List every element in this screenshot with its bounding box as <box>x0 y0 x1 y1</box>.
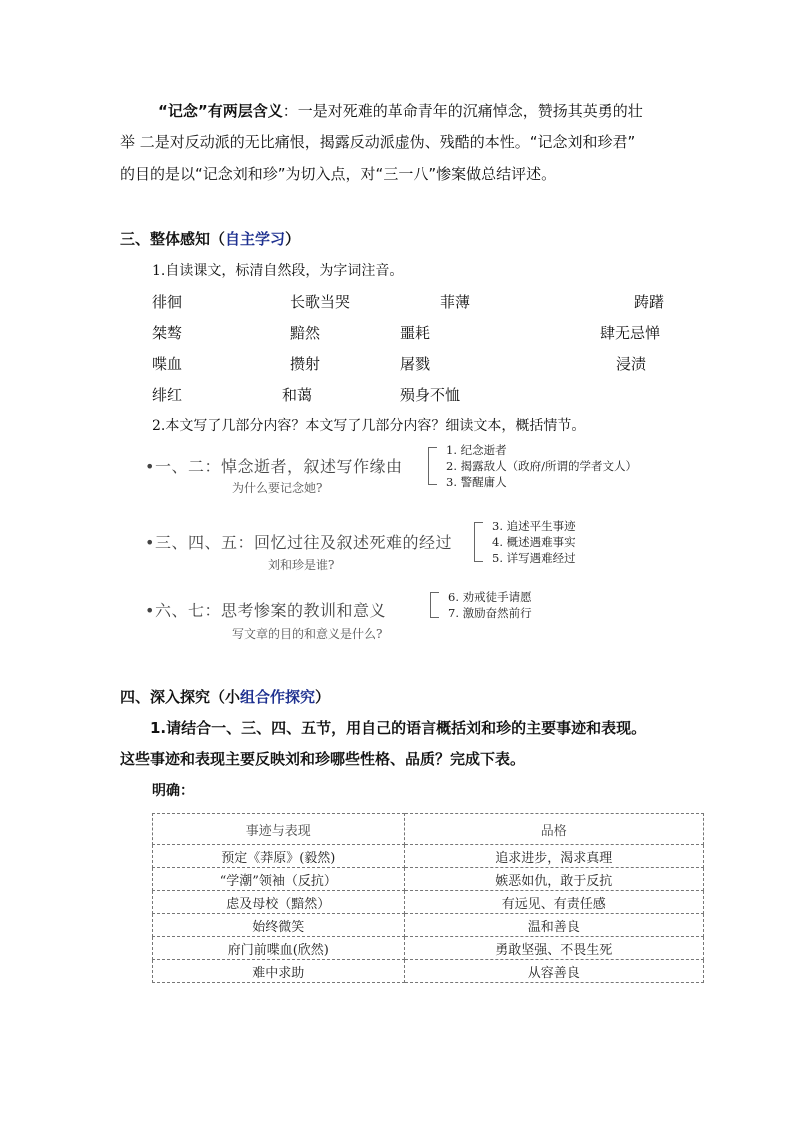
bullet-icon: • <box>145 533 155 552</box>
table-header: 品格 <box>404 814 703 845</box>
section-3-question-1: 1.自读课文，标清自然段，为字词注音。 <box>152 263 404 279</box>
vocab-word: 肆无忌惮 <box>600 324 661 342</box>
outline-group-1-question: 为什么要记念她? <box>232 481 323 495</box>
section-4-heading-prefix: 四、深入探究（小 <box>120 688 241 706</box>
vocab-word: 和蔼 <box>282 386 313 404</box>
bracket-icon <box>428 447 437 485</box>
section-3-question-2: 2.本文写了几部分内容？本文写了几部分内容？细读文本，概括情节。 <box>152 418 586 434</box>
answer-label: 明确： <box>152 783 194 799</box>
vocab-word: 屠戮 <box>400 355 431 373</box>
outline-group-3-title <box>145 598 386 621</box>
intro-line-1-bold: “记念”有两层含义 <box>158 102 283 120</box>
bracket-icon <box>430 592 439 618</box>
table-row <box>153 960 704 983</box>
vocab-word: 喋血 <box>152 355 183 373</box>
table-row <box>153 914 704 937</box>
outline-group-3-title-text: 六、七：思考惨案的教训和意义 <box>154 601 386 620</box>
table-row <box>153 937 704 960</box>
table-row <box>153 868 704 891</box>
vocab-word: 殒身不恤 <box>400 386 461 404</box>
table-cell: 始终微笑 <box>153 914 405 937</box>
vocab-word: 绯红 <box>152 386 183 404</box>
outline-item: 4. 概述遇难事实 <box>492 535 576 549</box>
vocab-word: 长歌当哭 <box>290 293 351 311</box>
outline-group-1-title <box>145 454 402 477</box>
vocab-word: 踌躇 <box>634 293 665 311</box>
intro-line-3: 的目的是以“记念刘和珍”为切入点，对“三一八”惨案做总结评述。 <box>120 165 557 183</box>
vocab-word: 徘徊 <box>152 293 183 311</box>
table-cell: 勇敢坚强、不畏生死 <box>404 937 703 960</box>
vocab-word: 攒射 <box>290 355 321 373</box>
table-cell: 嫉恶如仇，敢于反抗 <box>404 868 703 891</box>
outline-item: 3. 警醒庸人 <box>446 475 507 489</box>
intro-line-1-rest: ：一是对死难的革命青年的沉痛悼念，赞扬其英勇的壮 <box>282 102 643 120</box>
section-3-heading-prefix: 三、整体感知（ <box>120 230 226 248</box>
section-3-heading-suffix: ） <box>285 230 301 248</box>
section-4-heading-suffix: ） <box>315 688 331 706</box>
outline-item: 1. 纪念逝者 <box>446 443 507 457</box>
vocab-word: 浸渍 <box>616 355 647 373</box>
bracket-icon <box>474 522 483 562</box>
outline-group-2-title <box>145 530 452 553</box>
outline-group-2-title-text: 三、四、五：回忆过往及叙述死难的经过 <box>154 533 452 552</box>
bullet-icon: • <box>145 601 155 620</box>
table-cell: 府门前喋血(欣然) <box>153 937 405 960</box>
table-cell: 虑及母校（黯然） <box>153 891 405 914</box>
section-3-heading-mode: 自主学习 <box>225 230 286 248</box>
table-cell: 追求进步，渴求真理 <box>404 845 703 868</box>
table-cell: “学潮”领袖（反抗） <box>153 868 405 891</box>
section-4-heading <box>120 686 330 707</box>
outline-item: 3. 追述平生事迹 <box>492 519 576 533</box>
table-cell: 预定《莽原》(毅然) <box>153 845 405 868</box>
outline-item: 7. 激励奋然前行 <box>448 606 532 620</box>
section-3-heading <box>120 228 300 249</box>
outline-group-1-title-text: 一、二：悼念逝者，叙述写作缘由 <box>154 457 403 476</box>
intro-line-2: 举 二是对反动派的无比痛恨，揭露反动派虚伪、残酷的本性。“记念刘和珍君” <box>120 133 636 151</box>
outline-item: 2. 揭露敌人（政府/所谓的学者文人） <box>446 459 638 473</box>
table-row <box>153 845 704 868</box>
table-row <box>153 891 704 914</box>
table-cell: 难中求助 <box>153 960 405 983</box>
vocab-word: 噩耗 <box>400 324 431 342</box>
table-header: 事迹与表现 <box>153 814 405 845</box>
outline-item: 5. 详写遇难经过 <box>492 551 576 565</box>
vocab-word: 菲薄 <box>440 293 471 311</box>
intro-line-1 <box>158 100 643 121</box>
vocab-word: 黯然 <box>290 324 321 342</box>
section-4-question-line-2: 这些事迹和表现主要反映刘和珍哪些性格、品质？完成下表。 <box>120 750 526 768</box>
bullet-icon: • <box>145 457 155 476</box>
table-cell: 有远见、有责任感 <box>404 891 703 914</box>
traits-table <box>152 813 704 983</box>
section-4-heading-mode: 组合作探究 <box>240 688 316 706</box>
outline-group-2-question: 刘和珍是谁? <box>268 558 335 572</box>
outline-group-3-question: 写文章的目的和意义是什么? <box>232 627 383 641</box>
outline-item: 6. 劝戒徒手请愿 <box>448 590 532 604</box>
section-4-question-line-1: 1.请结合一、三、四、五节，用自己的语言概括刘和珍的主要事迹和表现。 <box>150 719 647 737</box>
vocab-word: 桀骜 <box>152 324 183 342</box>
table-cell: 温和善良 <box>404 914 703 937</box>
table-cell: 从容善良 <box>404 960 703 983</box>
table-header-row <box>153 814 704 845</box>
